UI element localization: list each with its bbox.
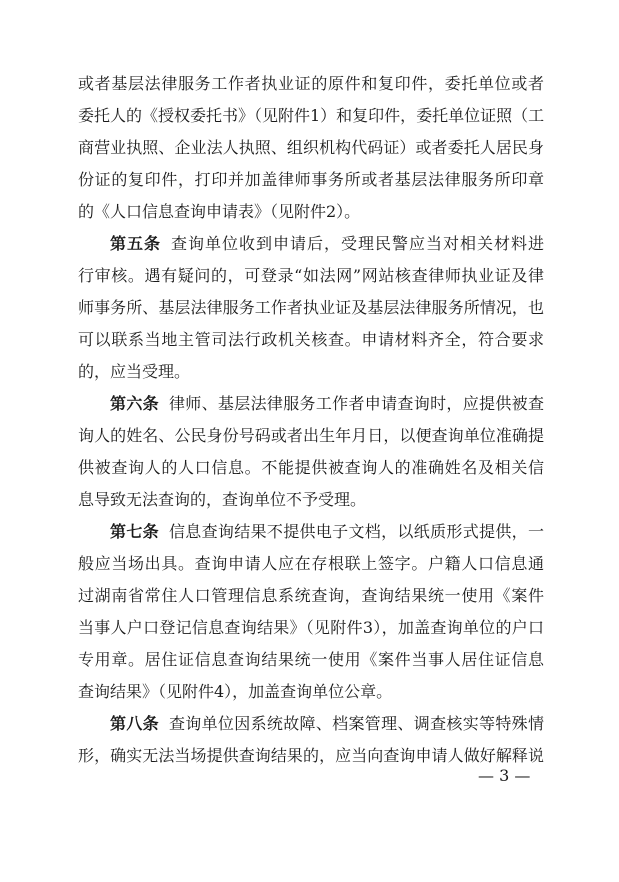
article-6 — [78, 388, 544, 516]
article-text: 查询单位因系统故障、档案管理、调查核实等特殊情 — [168, 714, 544, 733]
text-line: 形，确实无法当场提供查询结果的，应当向查询申请人做好解释说 — [78, 746, 544, 765]
text-line: 委托人的《授权委托书》（见附件1）和复印件，委托单位证照（工 — [78, 106, 545, 125]
text-line: 师事务所、基层法律服务工作者执业证及基层法律服务所情况，也 — [78, 298, 544, 317]
article-text: 律师、基层法律服务工作者申请查询时，应提供被查 — [168, 394, 544, 413]
text-line: 份证的复印件，打印并加盖律师事务所或者基层法律服务所印章 — [78, 170, 544, 189]
article-label: 第八条 — [110, 714, 159, 733]
article-label: 第五条 — [110, 234, 161, 253]
article-label: 第六条 — [110, 394, 159, 413]
article-first-line — [78, 516, 544, 548]
text-line: 供被查询人的人口信息。不能提供被查询人的准确姓名及相关信 — [78, 458, 544, 477]
document-page — [78, 68, 544, 772]
text-line: 的《人口信息查询申请表》（见附件2）。 — [78, 202, 361, 221]
text-line: 可以联系当地主管司法行政机关核查。申请材料齐全，符合要求 — [78, 330, 544, 349]
article-label: 第七条 — [110, 522, 159, 541]
article-7 — [78, 516, 544, 708]
text-line: 的，应当受理。 — [78, 362, 191, 381]
article-text: 信息查询结果不提供电子文档，以纸质形式提供，一 — [168, 522, 544, 541]
text-line: 息导致无法查询的，查询单位不予受理。 — [78, 490, 367, 509]
text-line: 查询结果》（见附件4），加盖查询单位公章。 — [78, 682, 393, 701]
text-line: 询人的姓名、公民身份号码或者出生年月日，以便查询单位准确提 — [78, 426, 544, 445]
text-line: 行审核。遇有疑问的，可登录“如法网”网站核查律师执业证及律 — [78, 266, 544, 285]
article-first-line — [78, 228, 544, 260]
article-first-line — [78, 388, 544, 420]
article-8 — [78, 708, 544, 772]
text-line: 专用章。居住证信息查询结果统一使用《案件当事人居住证信息 — [78, 650, 544, 669]
paragraph-continued — [78, 68, 544, 228]
text-line: 或者基层法律服务工作者执业证的原件和复印件，委托单位或者 — [78, 74, 544, 93]
text-line: 商营业执照、企业法人执照、组织机构代码证）或者委托人居民身 — [78, 138, 544, 157]
article-first-line — [78, 708, 544, 740]
article-5 — [78, 228, 544, 388]
article-text: 查询单位收到申请后，受理民警应当对相关材料进 — [171, 234, 544, 253]
text-line: 般应当场出具。查询申请人应在存根联上签字。户籍人口信息通 — [78, 554, 544, 573]
page-number: — 3 — — [478, 766, 531, 785]
text-line: 过湖南省常住人口管理信息系统查询，查询结果统一使用《案件 — [78, 586, 544, 605]
text-line: 当事人户口登记信息查询结果》（见附件3），加盖查询单位的户口 — [78, 618, 544, 637]
